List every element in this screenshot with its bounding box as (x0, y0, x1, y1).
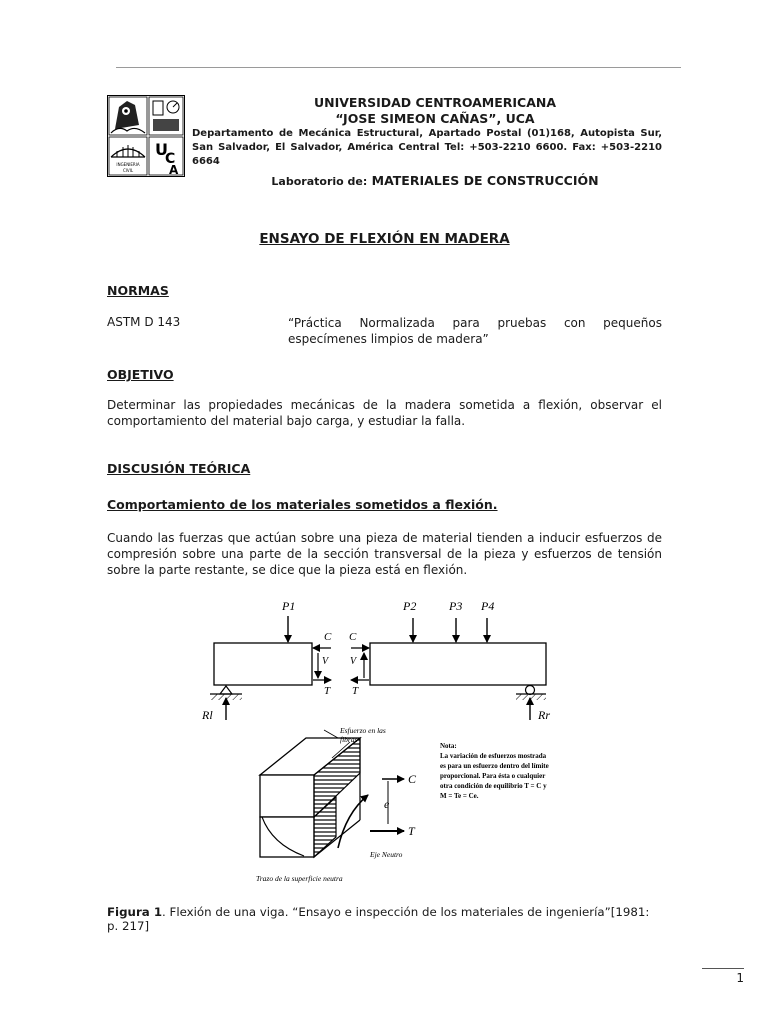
beam-flexion-figure (200, 598, 562, 888)
norma-description: “Práctica Normalizada para pruebas con pequeños especímenes limpios de madera” (288, 316, 662, 346)
svg-text:A: A (169, 163, 179, 177)
left-beam-segment (214, 643, 312, 685)
c-right-label: C (349, 631, 357, 643)
svg-text:CIVIL: CIVIL (122, 168, 134, 173)
left-pin-support (220, 686, 232, 694)
trazo-label: Trazo de la superficie neutra (256, 874, 343, 883)
p2-label: P2 (403, 599, 417, 613)
university-name: UNIVERSIDAD CENTROAMERICANA (313, 95, 557, 110)
note-line: M = Te = Ce. (440, 792, 479, 800)
norma-code: ASTM D 143 (107, 315, 181, 329)
footer-rule (702, 968, 744, 969)
document-title: ENSAYO DE FLEXIÓN EN MADERA (259, 231, 510, 247)
svg-text:U: U (155, 140, 168, 159)
discusion-heading: DISCUSIÓN TEÓRICA (107, 461, 251, 476)
p3-label: P3 (449, 599, 463, 613)
lab-line (190, 173, 680, 188)
uca-logo (107, 95, 185, 177)
note-line: es para un esfuerzo dentro del límite (440, 762, 549, 770)
section-block-front-upper (260, 775, 314, 817)
v-right-label: V (350, 656, 357, 667)
c-section-label: C (408, 772, 417, 786)
stress-note (440, 742, 549, 800)
department-address: Departamento de Mecánica Estructural, Apartado Postal (01)168, Autopista Sur, San Salvador, El Salvador, América Central Tel: +503-2210 6600. Fax: +503-2210 6664 (192, 128, 662, 167)
lab-name: MATERIALES DE CONSTRUCCIÓN (371, 173, 599, 188)
note-line: La variación de esfuerzos mostrada (440, 752, 547, 760)
university-full-name: “JOSE SIMEON CAÑAS”, UCA (335, 111, 535, 126)
figure-caption-label: Figura 1 (107, 905, 163, 919)
page-number: 1 (736, 971, 744, 985)
note-line: otra condición de equilibrio T = C y (440, 782, 547, 790)
neutral-axis-curve (338, 795, 368, 848)
rr-label: Rr (538, 708, 550, 722)
p1-label: P1 (282, 599, 296, 613)
note-line: proporcional. Para ésta o cualquier (440, 772, 546, 780)
svg-text:INGENIERIA: INGENIERIA (116, 162, 140, 167)
t-left-label: T (324, 685, 331, 697)
objetivo-text: Determinar las propiedades mecánicas de la madera sometida a flexión, observar el comportamiento del material bajo carga, y estudiar la falla. (107, 398, 662, 428)
t-right-label: T (352, 685, 359, 697)
top-rule (116, 67, 681, 68)
p4-label: P4 (481, 599, 495, 613)
figure-caption-text: . Flexión de una viga. “Ensayo e inspección de los materiales de ingeniería”[1981: p. 217] (107, 905, 650, 933)
lab-prefix: Laboratorio de: (271, 175, 368, 188)
svg-text:C: C (165, 151, 176, 167)
eje-neutro-label: Eje Neutro (370, 850, 403, 859)
c-left-label: C (324, 631, 332, 643)
discusion-text: Cuando las fuerzas que actúan sobre una pieza de material tienden a inducir esfuerzos de compresión sobre una parte de la sección transversal de la pieza y esfuerzos de tensión sobre la parte restante, se dice que la pieza está en flexión. (107, 531, 662, 577)
right-roller-support (526, 686, 535, 695)
rl-label: Rl (202, 708, 213, 722)
t-section-label: T (408, 824, 415, 838)
esfuerzo-label-line2: fibras (340, 735, 358, 744)
discusion-subheading: Comportamiento de los materiales sometidos a flexión. (107, 497, 498, 512)
esfuerzo-label-line1: Esfuerzo en las (340, 726, 386, 735)
figure-caption (107, 905, 662, 933)
v-left-label: V (322, 656, 329, 667)
normas-heading: NORMAS (107, 283, 169, 298)
objetivo-heading: OBJETIVO (107, 367, 174, 382)
section-block-front-lower (260, 817, 314, 857)
e-label: e (384, 797, 390, 811)
right-beam-segment (370, 643, 546, 685)
note-line: Nota: (440, 742, 457, 750)
right-ground-hatch (516, 694, 546, 700)
